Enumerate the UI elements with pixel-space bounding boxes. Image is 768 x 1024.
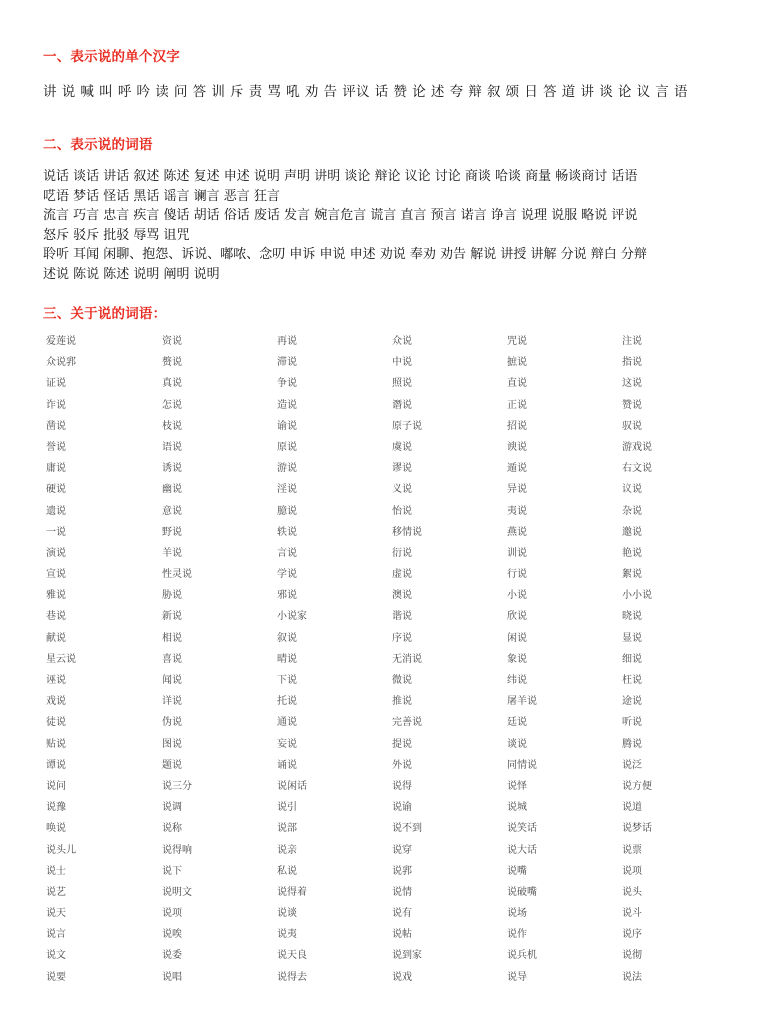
grid-cell: 晴说 [277, 653, 297, 665]
grid-cell: 幽说 [162, 484, 182, 496]
grid-cell: 再说 [277, 336, 297, 347]
character-item: 夸 [449, 84, 464, 100]
grid-cell: 喜说 [162, 653, 182, 665]
grid-cell: 臆说 [277, 505, 297, 517]
grid-cell: 提说 [392, 738, 412, 750]
character-item: 问 [173, 84, 188, 100]
grid-cell: 遗说 [46, 505, 66, 517]
grid-cell: 指说 [622, 357, 642, 369]
grid-cell: 说调 [162, 802, 182, 814]
character-item: 劝 [304, 84, 319, 100]
grid-cell: 原说 [277, 441, 297, 453]
grid-row [46, 801, 726, 822]
grid-cell: 谈说 [507, 738, 527, 750]
grid-cell: 议说 [622, 484, 642, 496]
grid-cell: 招说 [507, 420, 527, 432]
grid-cell: 雅说 [46, 590, 66, 602]
word-grid [46, 335, 726, 992]
grid-cell: 诬说 [46, 675, 66, 686]
grid-cell: 途说 [622, 696, 642, 708]
grid-row [46, 377, 726, 398]
grid-cell: 说泛 [622, 759, 642, 771]
grid-row [46, 844, 726, 865]
grid-cell: 说部 [277, 823, 297, 835]
grid-row [46, 759, 726, 780]
grid-cell: 说项 [162, 908, 182, 920]
grid-cell: 说夷 [277, 929, 297, 941]
grid-cell: 显说 [622, 632, 642, 644]
grid-cell: 说明文 [162, 886, 192, 898]
grid-cell: 说项 [622, 865, 642, 877]
grid-cell: 序说 [392, 632, 412, 644]
grid-cell: 燕说 [507, 526, 527, 538]
word-line: 呓语 梦话 怪话 黑话 谣言 谰言 恶言 狂言 [43, 188, 280, 204]
grid-cell: 右文说 [622, 463, 652, 475]
grid-cell: 絮说 [622, 569, 642, 581]
grid-row [46, 716, 726, 737]
grid-cell: 说有 [392, 908, 412, 920]
grid-cell: 说穿 [392, 844, 412, 856]
grid-cell: 无消说 [392, 653, 422, 665]
grid-row [46, 674, 726, 695]
grid-cell: 推说 [392, 696, 412, 708]
grid-cell: 细说 [622, 653, 642, 665]
grid-cell: 象说 [507, 653, 527, 665]
grid-cell: 外说 [392, 759, 412, 771]
character-item: 骂 [267, 84, 282, 100]
grid-cell: 证说 [46, 378, 66, 390]
grid-cell: 说谕 [392, 802, 412, 814]
grid-cell: 通说 [277, 717, 297, 729]
grid-cell: 谕说 [277, 420, 297, 432]
grid-cell: 说文 [46, 950, 66, 962]
grid-cell: 说下 [162, 865, 182, 877]
grid-cell: 私说 [277, 865, 297, 877]
grid-cell: 腾说 [622, 738, 642, 750]
grid-cell: 虞说 [392, 441, 412, 453]
grid-cell: 谭说 [46, 759, 66, 771]
grid-row [46, 865, 726, 886]
grid-cell: 闻说 [162, 675, 182, 686]
grid-cell: 性灵说 [162, 569, 192, 581]
grid-cell: 说引 [277, 802, 297, 814]
grid-cell: 虚说 [392, 569, 412, 581]
grid-cell: 纬说 [507, 675, 527, 686]
grid-cell: 说序 [622, 929, 642, 941]
character-item: 谈 [599, 84, 613, 100]
grid-cell: 摭说 [507, 357, 527, 369]
grid-cell: 说士 [46, 865, 66, 877]
character-item: 述 [430, 84, 445, 100]
grid-cell: 说亲 [277, 844, 297, 856]
grid-cell: 说唱 [162, 971, 182, 983]
grid-cell: 叙说 [277, 632, 297, 644]
grid-row [46, 462, 726, 483]
grid-cell: 说情 [392, 886, 412, 898]
grid-cell: 怡说 [392, 505, 412, 517]
grid-cell: 遁说 [507, 463, 527, 475]
grid-cell: 艳说 [622, 547, 642, 559]
grid-cell: 说得着 [277, 886, 307, 898]
grid-cell: 说三分 [162, 780, 192, 792]
grid-cell: 说笑话 [507, 823, 537, 835]
character-item: 语 [674, 84, 688, 100]
grid-cell: 谮说 [392, 399, 412, 411]
grid-cell: 胁说 [162, 590, 182, 602]
grid-cell: 羊说 [162, 547, 182, 559]
grid-cell: 邪说 [277, 590, 297, 602]
grid-cell: 廷说 [507, 717, 527, 729]
grid-cell: 说郛 [392, 865, 412, 877]
grid-cell: 说得 [392, 780, 412, 792]
grid-cell: 星云说 [46, 653, 76, 665]
grid-cell: 学说 [277, 569, 297, 581]
grid-cell: 说要 [46, 971, 66, 983]
character-item: 叫 [99, 84, 113, 100]
grid-cell: 小小说 [622, 590, 652, 602]
grid-cell: 说头 [622, 886, 642, 898]
grid-row [46, 949, 726, 970]
grid-row [46, 610, 726, 631]
grid-cell: 誉说 [46, 441, 66, 453]
grid-cell: 一说 [46, 526, 66, 538]
grid-cell: 题说 [162, 759, 182, 771]
grid-cell: 说到家 [392, 950, 422, 962]
character-item: 讲 [43, 84, 57, 100]
grid-cell: 说称 [162, 823, 182, 835]
word-line: 聆听 耳闻 闲聊、抱怨、诉说、嘟哝、念叨 申诉 申说 申述 劝说 奉劝 劝告 解说 讲授 讲解 分说 辩白 分辩 [43, 247, 647, 262]
grid-cell: 直说 [507, 378, 527, 390]
grid-row [46, 568, 726, 589]
character-item: 言 [655, 84, 670, 100]
grid-cell: 怎说 [162, 399, 182, 411]
grid-cell: 原子说 [392, 420, 422, 432]
grid-cell: 真说 [162, 378, 182, 390]
section2-heading: 二、表示说的词语 [43, 137, 153, 153]
grid-cell: 说彻 [622, 950, 642, 962]
grid-cell: 造说 [277, 399, 297, 411]
grid-cell: 硬说 [46, 484, 66, 496]
character-item: 喊 [80, 84, 95, 100]
grid-cell: 晓说 [622, 611, 642, 623]
character-item: 讲 [580, 84, 595, 100]
character-item: 论 [412, 84, 426, 100]
character-item: 话 [374, 84, 389, 100]
character-item: 辩 [468, 84, 483, 100]
word-list-block [43, 167, 733, 284]
grid-cell: 屠羊说 [507, 696, 537, 708]
grid-cell: 夷说 [507, 505, 527, 517]
grid-cell: 说唉 [162, 929, 182, 941]
grid-cell: 谀说 [507, 441, 527, 453]
grid-cell: 众说 [392, 336, 412, 347]
grid-cell: 巷说 [46, 611, 66, 623]
grid-cell: 说委 [162, 950, 182, 962]
grid-row [46, 928, 726, 949]
grid-cell: 说言 [46, 929, 66, 941]
grid-cell: 说闲话 [277, 780, 307, 792]
character-item: 吟 [136, 84, 151, 100]
grid-cell: 演说 [46, 547, 66, 559]
character-item: 答 [192, 84, 207, 100]
grid-cell: 驭说 [622, 420, 642, 432]
word-line: 述说 陈说 陈述 说明 阐明 说明 [43, 266, 220, 282]
grid-cell: 义说 [392, 484, 412, 496]
grid-cell: 众说郛 [46, 357, 76, 369]
character-item: 吼 [286, 84, 300, 100]
grid-cell: 小说家 [277, 611, 307, 623]
grid-cell: 游说 [277, 463, 297, 475]
grid-cell: 新说 [162, 611, 182, 623]
grid-cell: 小说 [507, 590, 527, 602]
character-item: 说 [61, 84, 76, 100]
grid-cell: 说怿 [507, 780, 527, 792]
single-character-list [43, 80, 693, 100]
grid-row [46, 483, 726, 504]
grid-cell: 注说 [622, 336, 642, 347]
grid-cell: 说兵机 [507, 950, 537, 962]
grid-row [46, 738, 726, 759]
grid-row [46, 695, 726, 716]
grid-cell: 妄说 [277, 738, 297, 750]
grid-cell: 说破嘴 [507, 886, 537, 898]
word-line: 怒斥 驳斥 批驳 辱骂 诅咒 [43, 227, 190, 243]
grid-cell: 托说 [277, 696, 297, 708]
grid-cell: 轶说 [277, 526, 297, 538]
grid-cell: 唤说 [46, 823, 66, 835]
grid-cell: 争说 [277, 378, 297, 390]
character-item: 论 [617, 84, 632, 100]
grid-cell: 照说 [392, 378, 412, 390]
grid-cell: 完善说 [392, 717, 422, 729]
grid-row [46, 547, 726, 568]
grid-cell: 献说 [46, 632, 66, 644]
grid-row [46, 907, 726, 928]
grid-cell: 赘说 [162, 357, 182, 369]
grid-row [46, 653, 726, 674]
grid-cell: 邀说 [622, 526, 642, 538]
character-item: 责 [248, 84, 263, 100]
grid-cell: 说天 [46, 908, 66, 920]
grid-cell: 野说 [162, 526, 182, 538]
character-item: 告 [323, 84, 338, 100]
grid-cell: 诵说 [277, 759, 297, 771]
grid-cell: 意说 [162, 505, 182, 517]
character-item: 日 [524, 84, 539, 100]
character-item: 道 [561, 84, 576, 100]
grid-cell: 说艺 [46, 886, 66, 898]
grid-cell: 详说 [162, 696, 182, 708]
grid-cell: 说嘴 [507, 865, 527, 877]
grid-cell: 戏说 [46, 696, 66, 708]
grid-cell: 杂说 [622, 505, 642, 517]
grid-row [46, 886, 726, 907]
grid-row [46, 505, 726, 526]
grid-cell: 说城 [507, 802, 527, 814]
grid-cell: 咒说 [507, 336, 527, 347]
grid-cell: 枝说 [162, 420, 182, 432]
grid-cell: 说得响 [162, 844, 192, 856]
grid-cell: 移情说 [392, 526, 422, 538]
grid-cell: 宣说 [46, 569, 66, 581]
character-item: 读 [155, 84, 170, 100]
grid-cell: 赞说 [622, 399, 642, 411]
grid-cell: 说方便 [622, 780, 652, 792]
grid-cell: 爱莲说 [46, 336, 76, 347]
grid-cell: 说票 [622, 844, 642, 856]
grid-cell: 言说 [277, 547, 297, 559]
grid-cell: 说帖 [392, 929, 412, 941]
grid-cell: 说梦话 [622, 823, 652, 835]
character-item: 颂 [505, 84, 520, 100]
grid-cell: 枉说 [622, 675, 642, 686]
grid-cell: 庸说 [46, 463, 66, 475]
grid-row [46, 399, 726, 420]
character-item: 斥 [230, 84, 244, 100]
grid-row [46, 335, 726, 356]
grid-cell: 伪说 [162, 717, 182, 729]
grid-row [46, 356, 726, 377]
grid-cell: 说大话 [507, 844, 537, 856]
grid-cell: 说法 [622, 971, 642, 983]
grid-cell: 行说 [507, 569, 527, 581]
grid-cell: 说问 [46, 780, 66, 792]
grid-cell: 澳说 [392, 590, 412, 602]
grid-row [46, 971, 726, 992]
grid-cell: 资说 [162, 336, 182, 347]
grid-cell: 相说 [162, 632, 182, 644]
grid-cell: 诱说 [162, 463, 182, 475]
grid-cell: 滞说 [277, 357, 297, 369]
grid-cell: 正说 [507, 399, 527, 411]
grid-cell: 说不到 [392, 823, 422, 835]
grid-cell: 谐说 [392, 611, 412, 623]
grid-cell: 微说 [392, 675, 412, 686]
grid-cell: 闲说 [507, 632, 527, 644]
grid-row [46, 822, 726, 843]
word-line: 流言 巧言 忠言 疾言 傻话 胡话 俗话 废话 发言 婉言危言 谎言 直言 预言 诺言 诤言 说理 说服 略说 评说 [43, 208, 638, 223]
section3-heading: 三、关于说的词语： [43, 306, 167, 322]
grid-cell: 贴说 [46, 738, 66, 750]
grid-cell: 同情说 [507, 759, 537, 771]
word-line: 说话 谈话 讲话 叙述 陈述 复述 申述 说明 声明 讲明 谈论 辩论 议论 讨论 商谈 哈谈 商量 畅谈商讨 话语 [43, 169, 638, 184]
grid-cell: 说谈 [277, 908, 297, 920]
character-item: 呼 [117, 84, 132, 100]
grid-cell: 这说 [622, 378, 642, 390]
grid-cell: 下说 [277, 675, 297, 686]
grid-cell: 中说 [392, 357, 412, 369]
section1-heading: 一、表示说的单个汉字 [43, 49, 180, 65]
grid-cell: 谬说 [392, 463, 412, 475]
character-item: 叙 [486, 84, 501, 100]
grid-cell: 说斗 [622, 908, 642, 920]
grid-cell: 淫说 [277, 484, 297, 496]
grid-cell: 诈说 [46, 399, 66, 411]
grid-cell: 异说 [507, 484, 527, 496]
grid-cell: 说豫 [46, 802, 66, 814]
grid-cell: 听说 [622, 717, 642, 729]
character-item: 答 [543, 84, 557, 100]
grid-cell: 图说 [162, 738, 182, 750]
grid-cell: 衍说 [392, 547, 412, 559]
grid-cell: 说戏 [392, 971, 412, 983]
grid-row [46, 589, 726, 610]
grid-row [46, 526, 726, 547]
grid-cell: 说场 [507, 908, 527, 920]
character-item: 赞 [393, 84, 408, 100]
grid-cell: 说作 [507, 929, 527, 941]
character-item: 评议 [342, 84, 370, 100]
grid-cell: 训说 [507, 547, 527, 559]
grid-cell: 语说 [162, 441, 182, 453]
grid-row [46, 441, 726, 462]
grid-cell: 说得去 [277, 971, 307, 983]
grid-cell: 徒说 [46, 717, 66, 729]
grid-cell: 说头儿 [46, 844, 76, 856]
character-item: 训 [211, 84, 226, 100]
grid-cell: 凿说 [46, 420, 66, 432]
grid-cell: 说道 [622, 802, 642, 814]
character-item: 议 [636, 84, 651, 100]
grid-cell: 说天良 [277, 950, 307, 962]
grid-row [46, 632, 726, 653]
grid-cell: 说导 [507, 971, 527, 983]
grid-cell: 游戏说 [622, 441, 652, 453]
grid-row [46, 420, 726, 441]
grid-row [46, 780, 726, 801]
grid-cell: 欣说 [507, 611, 527, 623]
